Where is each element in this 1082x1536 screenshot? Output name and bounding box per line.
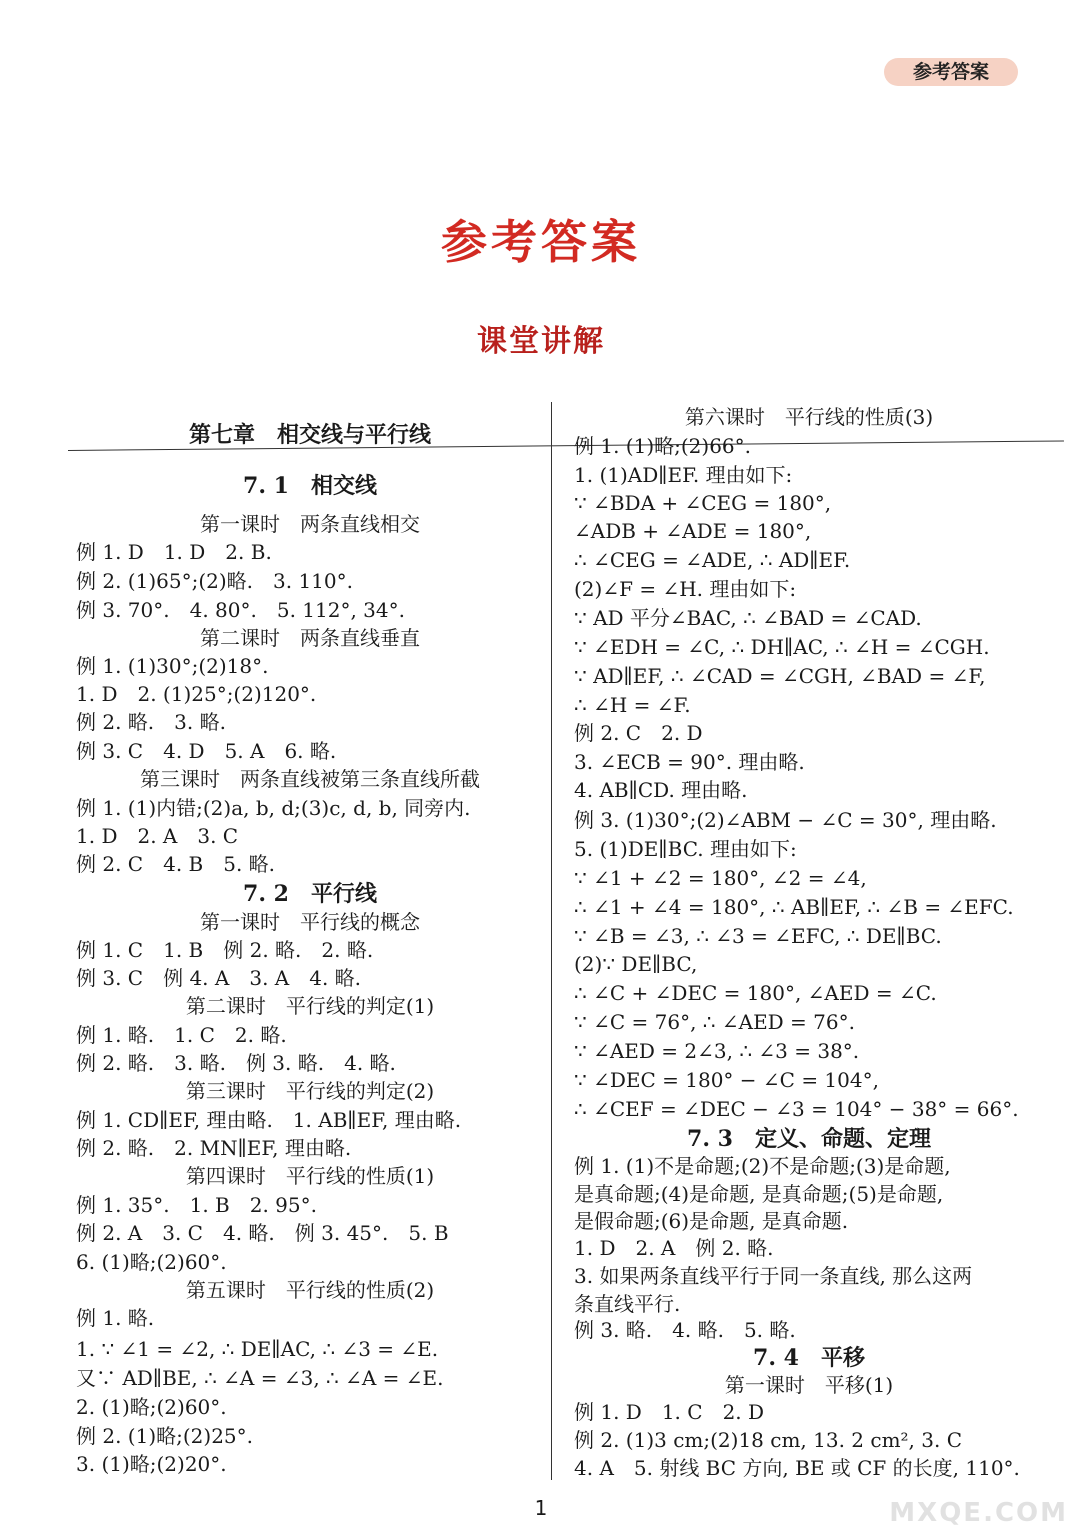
right_column-line: ∵ ∠BDA + ∠CEG = 180°, bbox=[574, 491, 832, 515]
left_column-line: 例 3. 70°. 4. 80°. 5. 112°, 34°. bbox=[76, 598, 405, 622]
right_column-line: 是假命题;(6)是命题, 是真命题. bbox=[574, 1209, 849, 1233]
right_column-line: 5. (1)DE∥BC. 理由如下: bbox=[574, 837, 797, 861]
left_column-line: 第二课时 平行线的判定(1) bbox=[185, 994, 435, 1018]
left_column-line: 7. 1 相交线 bbox=[243, 473, 377, 499]
left_column-line: 例 3. C 例 4. A 3. A 4. 略. bbox=[76, 966, 362, 990]
left_column-line: 例 1. (1)内错;(2)a, b, d;(3)c, d, b, 同旁内. bbox=[76, 796, 471, 820]
right_column-line: ∠ADB + ∠ADE = 180°, bbox=[574, 519, 812, 543]
right_column-line: 例 3. 略. 4. 略. 5. 略. bbox=[574, 1318, 796, 1342]
left_column-line: 2. (1)略;(2)60°. bbox=[76, 1395, 227, 1419]
right_column-line: 第一课时 平移(1) bbox=[724, 1373, 894, 1397]
left_column-line: 又∵ AD∥BE, ∴ ∠A = ∠3, ∴ ∠A = ∠E. bbox=[76, 1366, 444, 1390]
left_column-line: 第一课时 平行线的概念 bbox=[200, 910, 420, 934]
left_column-line: 1. D 2. A 3. C bbox=[76, 824, 239, 848]
right_column-line: ∴ ∠H = ∠F. bbox=[574, 693, 691, 717]
right_column-line: 3. 如果两条直线平行于同一条直线, 那么这两 bbox=[574, 1264, 973, 1288]
right_column-line: ∵ ∠1 + ∠2 = 180°, ∠2 = ∠4, bbox=[574, 866, 867, 890]
right_column-line: 第六课时 平行线的性质(3) bbox=[684, 405, 934, 429]
right_column-line: 例 1. (1)不是命题;(2)不是命题;(3)是命题, bbox=[574, 1154, 951, 1178]
right_column-line: 4. AB∥CD. 理由略. bbox=[574, 778, 748, 802]
left_column-line: 1. ∵ ∠1 = ∠2, ∴ DE∥AC, ∴ ∠3 = ∠E. bbox=[76, 1337, 439, 1361]
left_column-line: 例 1. 略. bbox=[76, 1306, 155, 1330]
left_column-line: 例 1. 略. 1. C 2. 略. bbox=[76, 1023, 287, 1047]
left_column-line: 例 1. (1)30°;(2)18°. bbox=[76, 654, 269, 678]
left_column-line: 3. (1)略;(2)20°. bbox=[76, 1452, 227, 1476]
right_column-line: 7. 4 平移 bbox=[753, 1345, 865, 1371]
left_column-line: 例 3. C 4. D 5. A 6. 略. bbox=[76, 739, 337, 763]
left_column-line: 例 2. 略. 2. MN∥EF, 理由略. bbox=[76, 1136, 352, 1160]
right_column-line: ∴ ∠CEF = ∠DEC − ∠3 = 104° − 38° = 66°. bbox=[574, 1097, 1019, 1121]
left_column-line: 例 1. CD∥EF, 理由略. 1. AB∥EF, 理由略. bbox=[76, 1108, 462, 1132]
right_column-line: 7. 3 定义、命题、定理 bbox=[687, 1126, 931, 1152]
left_column-line: 例 2. 略. 3. 略. bbox=[76, 710, 226, 734]
header-badge: 参考答案 bbox=[884, 58, 1018, 86]
section-subtitle: 课堂讲解 bbox=[477, 324, 605, 359]
right_column-line: ∵ ∠DEC = 180° − ∠C = 104°, bbox=[574, 1068, 879, 1092]
right_column-line: ∵ AD 平分∠BAC, ∴ ∠BAD = ∠CAD. bbox=[574, 606, 922, 630]
left_column-line: 例 1. 35°. 1. B 2. 95°. bbox=[76, 1193, 317, 1217]
right_column-line: ∴ ∠1 + ∠4 = 180°, ∴ AB∥EF, ∴ ∠B = ∠EFC. bbox=[574, 895, 1014, 919]
right_column-line: 条直线平行. bbox=[574, 1292, 681, 1316]
right_column-line: 例 2. C 2. D bbox=[574, 721, 703, 745]
left_column-line: 第七章 相交线与平行线 bbox=[188, 423, 431, 448]
left_column-line: 第二课时 两条直线垂直 bbox=[200, 626, 420, 650]
right_column-line: (2)∠F = ∠H. 理由如下: bbox=[574, 577, 797, 601]
right_column-line: 例 3. (1)30°;(2)∠ABM − ∠C = 30°, 理由略. bbox=[574, 808, 997, 832]
left_column-line: 第一课时 两条直线相交 bbox=[200, 512, 420, 536]
right_column-line: 1. D 2. A 例 2. 略. bbox=[574, 1236, 774, 1260]
left_column-line: 例 2. 略. 3. 略. 例 3. 略. 4. 略. bbox=[76, 1051, 396, 1075]
right_column-line: 4. A 5. 射线 BC 方向, BE 或 CF 的长度, 110°. bbox=[574, 1456, 1020, 1480]
right_column-line: ∵ ∠AED = 2∠3, ∴ ∠3 = 38°. bbox=[574, 1039, 860, 1063]
left_column-line: 例 1. C 1. B 例 2. 略. 2. 略. bbox=[76, 938, 374, 962]
left_column-line: 例 1. D 1. D 2. B. bbox=[76, 540, 272, 564]
column-divider bbox=[551, 402, 552, 1480]
right_column-line: ∵ AD∥EF, ∴ ∠CAD = ∠CGH, ∠BAD = ∠F, bbox=[574, 664, 986, 688]
right_column-line: 例 2. (1)3 cm;(2)18 cm, 13. 2 cm², 3. C bbox=[574, 1428, 963, 1452]
page-title: 参考答案 bbox=[441, 215, 641, 269]
right_column-line: (2)∵ DE∥BC, bbox=[574, 952, 698, 976]
watermark: MXQE.COM bbox=[889, 1498, 1068, 1528]
right_column-line: ∵ ∠C = 76°, ∴ ∠AED = 76°. bbox=[574, 1010, 855, 1034]
left_column-line: 第三课时 平行线的判定(2) bbox=[185, 1079, 435, 1103]
right_column-line: 例 1. D 1. C 2. D bbox=[574, 1400, 765, 1424]
left_column-line: 第三课时 两条直线被第三条直线所截 bbox=[140, 767, 480, 791]
right_column-line: 例 1. (1)略;(2)66°. bbox=[574, 434, 752, 458]
right_column-line: ∵ ∠B = ∠3, ∴ ∠3 = ∠EFC, ∴ DE∥BC. bbox=[574, 924, 942, 948]
right_column-line: 1. (1)AD∥EF. 理由如下: bbox=[574, 463, 793, 487]
right_column-line: 是真命题;(4)是命题, 是真命题;(5)是命题, bbox=[574, 1182, 944, 1206]
left_column-line: 例 2. A 3. C 4. 略. 例 3. 45°. 5. B bbox=[76, 1221, 449, 1245]
left_column-line: 例 2. C 4. B 5. 略. bbox=[76, 852, 276, 876]
left_column-line: 6. (1)略;(2)60°. bbox=[76, 1250, 227, 1274]
left_column-line: 第四课时 平行线的性质(1) bbox=[185, 1164, 435, 1188]
left_column-line: 例 2. (1)略;(2)25°. bbox=[76, 1424, 254, 1448]
left_column-line: 第五课时 平行线的性质(2) bbox=[185, 1278, 435, 1302]
page-number: 1 bbox=[534, 1496, 548, 1520]
right_column-line: ∴ ∠C + ∠DEC = 180°, ∠AED = ∠C. bbox=[574, 981, 937, 1005]
right_column-line: 3. ∠ECB = 90°. 理由略. bbox=[574, 750, 805, 774]
right_column-line: ∵ ∠EDH = ∠C, ∴ DH∥AC, ∴ ∠H = ∠CGH. bbox=[574, 635, 990, 659]
left_column-line: 1. D 2. (1)25°;(2)120°. bbox=[76, 682, 317, 706]
left_column-line: 例 2. (1)65°;(2)略. 3. 110°. bbox=[76, 569, 353, 593]
left_column-line: 7. 2 平行线 bbox=[243, 881, 377, 907]
right_column-line: ∴ ∠CEG = ∠ADE, ∴ AD∥EF. bbox=[574, 548, 851, 572]
